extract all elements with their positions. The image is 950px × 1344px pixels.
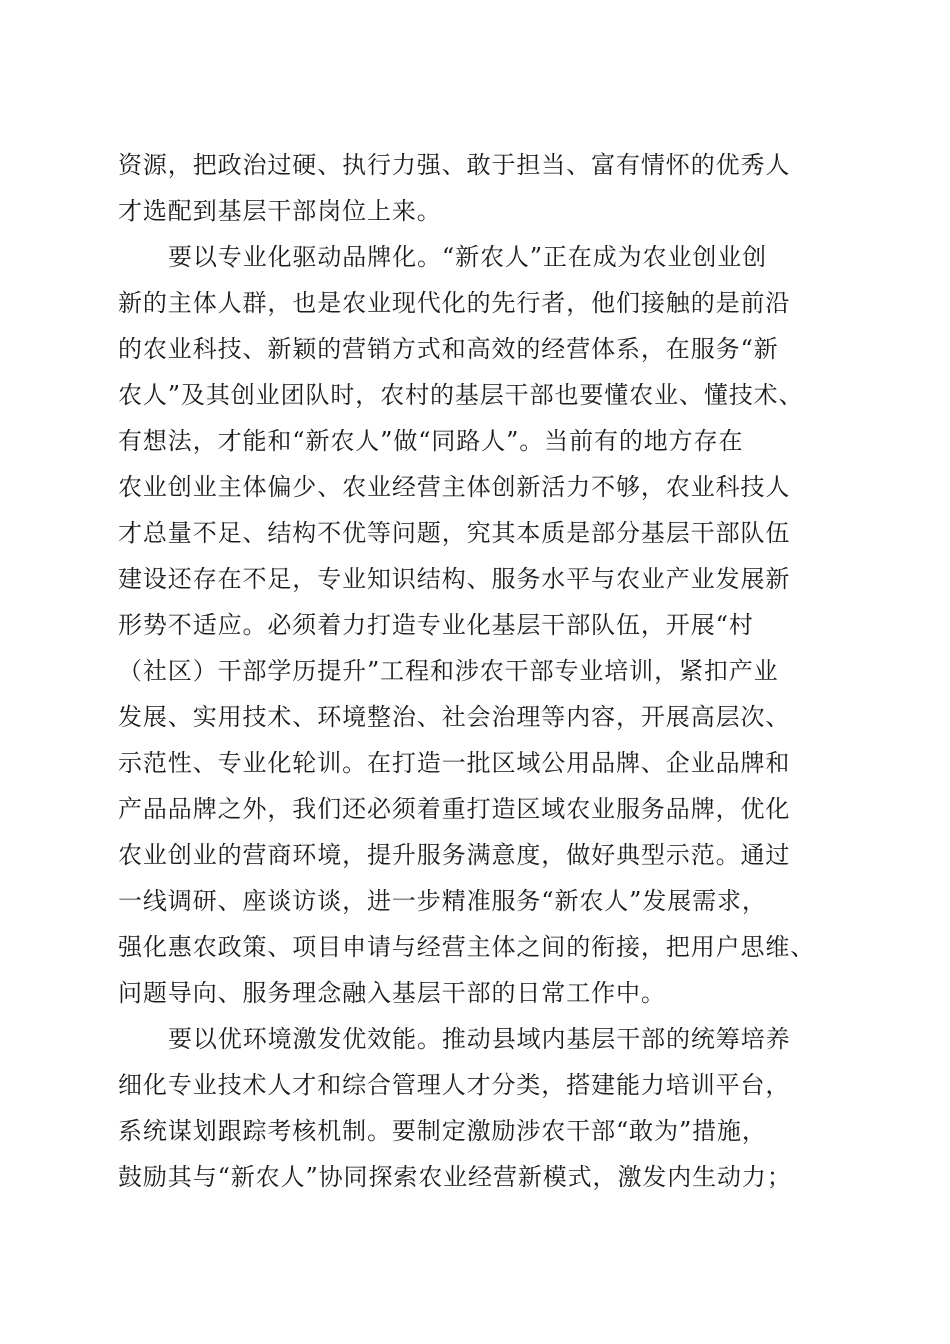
- text-line: 农人”及其创业团队时，农村的基层干部也要懂农业、懂技术、: [118, 381, 804, 409]
- text-line: 产品品牌之外，我们还必须着重打造区域农业服务品牌，优化: [118, 795, 791, 823]
- text-line: 形势不适应。必须着力打造专业化基层干部队伍，开展“村: [118, 611, 754, 639]
- text-line: 的农业科技、新颖的营销方式和高效的经营体系，在服务“新: [118, 335, 779, 363]
- text-line: 才选配到基层干部岗位上来。: [118, 197, 442, 225]
- text-line: 一线调研、座谈访谈，进一步精准服务“新农人”发展需求，: [118, 887, 767, 915]
- text-line: 有想法，才能和“新农人”做“同路人”。当前有的地方存在: [118, 427, 744, 455]
- paragraph-start-line: 要以优环境激发优效能。推动县域内基层干部的统筹培养: [168, 1025, 791, 1053]
- text-line: 发展、实用技术、环境整治、社会治理等内容，开展高层次、: [118, 703, 791, 731]
- text-line: 建设还存在不足，专业知识结构、服务水平与农业产业发展新: [118, 565, 791, 593]
- text-line: 农业创业主体偏少、农业经营主体创新活力不够，农业科技人: [118, 473, 791, 501]
- text-line: 系统谋划跟踪考核机制。要制定激励涉农干部“敢为”措施，: [118, 1117, 767, 1145]
- text-line: 问题导向、服务理念融入基层干部的日常工作中。: [118, 979, 666, 1007]
- text-line: 强化惠农政策、项目申请与经营主体之间的衔接，把用户思维、: [118, 933, 816, 961]
- text-line: 才总量不足、结构不优等问题，究其本质是部分基层干部队伍: [118, 519, 791, 547]
- text-line: 细化专业技术人才和综合管理人才分类，搭建能力培训平台，: [118, 1071, 791, 1099]
- text-line: 农业创业的营商环境，提升服务满意度，做好典型示范。通过: [118, 841, 791, 869]
- text-line: 鼓励其与“新农人”协同探索农业经营新模式，激发内生动力；: [118, 1163, 792, 1191]
- text-line: 资源，把政治过硬、执行力强、敢于担当、富有情怀的优秀人: [118, 151, 791, 179]
- text-line: （社区）干部学历提升”工程和涉农干部专业培训，紧扣产业: [118, 657, 779, 685]
- text-line: 示范性、专业化轮训。在打造一批区域公用品牌、企业品牌和: [118, 749, 791, 777]
- text-line: 新的主体人群，也是农业现代化的先行者，他们接触的是前沿: [118, 289, 791, 317]
- paragraph-start-line: 要以专业化驱动品牌化。“新农人”正在成为农业创业创: [168, 243, 768, 271]
